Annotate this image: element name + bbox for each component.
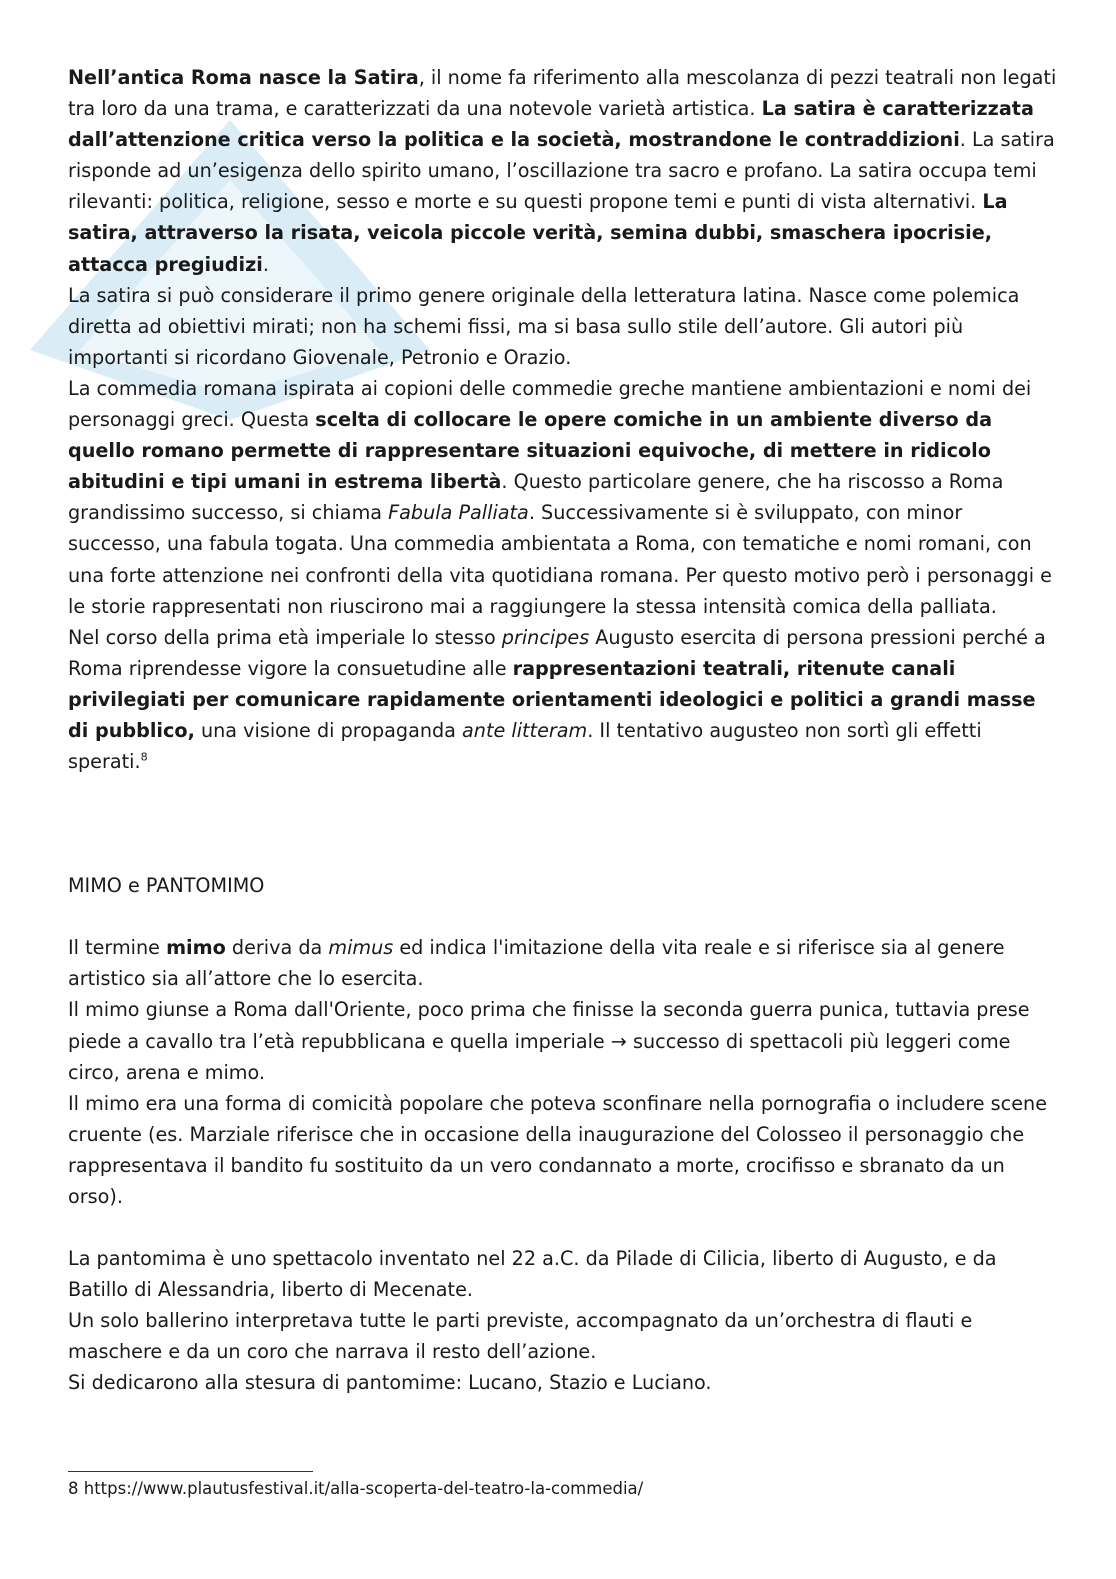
footnote-reference[interactable]: 8 [140,750,148,764]
commedia-text-e: . Successivamente si è sviluppato, con minor successo, una fabula togata. Una commedia ambientata a Roma, con tematiche e nomi romani, con una forte attenzione nei confronti della vita quotidiana romana. Per questo motivo però i personaggi e le storie rappresentati non riuscirono mai a raggiungere la stessa intensità comica della palliata. [68,501,1052,618]
mimo-definition-paragraph [68,932,1058,994]
mimo-comicita-paragraph: Il mimo era una forma di comicità popolare che poteva sconfinare nella pornografia o includere scene cruente (es. Marziale riferisce che in occasione della inaugurazione del Colosseo il personaggio che rappresentava il bandito fu sostituito da un vero condannato a morte, crocifisso e sbranato da un orso). [68,1091,1048,1208]
commedia-italic: Fabula Palliata [388,501,529,525]
augusto-italic-ante-litteram: ante litteram [462,718,588,742]
augusto-paragraph [68,622,1058,777]
footnote-divider [68,1471,313,1472]
mimo-text-e: ed indica l'imitazione della vita reale e si riferisce sia al genere artistico sia all’attore che lo esercita. [68,936,1005,991]
augusto-text-c: Augusto esercita di persona pressioni perché a Roma riprendesse vigore la consuetudine alle [68,625,1046,680]
intro-text-2: . La satira risponde ad un’esigenza dello spirito umano, l’oscillazione tra sacro e profano. La satira occupa temi rilevanti: politica, religione, sesso e morte e su questi propone temi e punti di vista alternativi. [68,128,1055,214]
intro-paragraph [68,62,1058,280]
augusto-bold: rappresentazioni teatrali, ritenute canali privilegiati per comunicare rapidamente orientamenti ideologici e politici a grandi masse di pubblico, [68,656,1036,742]
commedia-bold: scelta di collocare le opere comiche in un ambiente diverso da quello romano permette di rappresentare situazioni equivoche, di mettere in ridicolo abitudini e tipi umani in estrema libertà [68,408,993,494]
intro-text-3: . [262,252,269,276]
mimo-italic: mimus [328,936,394,960]
commedia-paragraph [68,373,1058,622]
intro-text-1: , il nome fa riferimento alla mescolanza di pezzi teatrali non legati tra loro da una trama, e caratterizzati da una notevole varietà artistica. [68,66,1057,121]
pantomime-authors-paragraph: Si dedicarono alla stesura di pantomime: Lucano, Stazio e Luciano. [68,1371,712,1395]
pantomima-paragraph: La pantomima è uno spettacolo inventato nel 22 a.C. da Pilade di Cilicia, liberto di Augusto, e da Batillo di Alessandria, liberto di Mecenate. [68,1247,997,1302]
intro-bold-2: La satira è caratterizzata dall’attenzione critica verso la politica e la società, mostrandone le contraddizioni [68,97,1034,152]
commedia-text-a: La commedia romana ispirata ai copioni delle commedie greche mantiene ambientazioni e nomi dei personaggi greci. Questa [68,376,1032,432]
page-content [68,62,1058,1399]
mimo-text-c: deriva da [225,936,329,960]
augusto-text-e: una visione di propaganda [194,718,463,742]
mimo-oriente-paragraph: Il mimo giunse a Roma dall'Oriente, poco prima che finisse la seconda guerra punica, tuttavia prese piede a cavallo tra l’età repubblicana e quella imperiale → successo di spettacoli più leggeri come circo, arena e mimo. [68,998,1030,1084]
commedia-text-c: . Questo particolare genere, che ha riscosso a Roma grandissimo successo, si chiama [68,470,1004,525]
ballerino-paragraph: Un solo ballerino interpretava tutte le parti previste, accompagnato da un’orchestra di flauti e maschere e da un coro che narrava il resto dell’azione. [68,1309,973,1364]
footnote-text[interactable]: 8 https://www.plautusfestival.it/alla-scoperta-del-teatro-la-commedia/ [68,1479,644,1498]
mimo-text-a: Il termine [68,936,167,960]
augusto-text-a: Nel corso della prima età imperiale lo stesso [68,625,502,649]
satira-genre-paragraph: La satira si può considerare il primo genere originale della letteratura latina. Nasce come polemica diretta ad obiettivi mirati; non ha schemi fissi, ma si basa sullo stile dell’autore. Gli autori più importanti si ricordano Giovenale, Petronio e Orazio. [68,283,1020,369]
augusto-italic-principes: principes [501,625,590,649]
section-heading-mimo: MIMO e PANTOMIMO [68,874,265,898]
augusto-text-g: . Il tentativo augusteo non sortì gli effetti sperati. [68,718,982,774]
intro-bold-1: Nell’antica Roma nasce la Satira [68,66,419,89]
mimo-bold: mimo [166,936,226,960]
intro-bold-3: La satira, attraverso la risata, veicola piccole verità, semina dubbi, smaschera ipocrisie, attacca pregiudizi [68,190,1008,276]
